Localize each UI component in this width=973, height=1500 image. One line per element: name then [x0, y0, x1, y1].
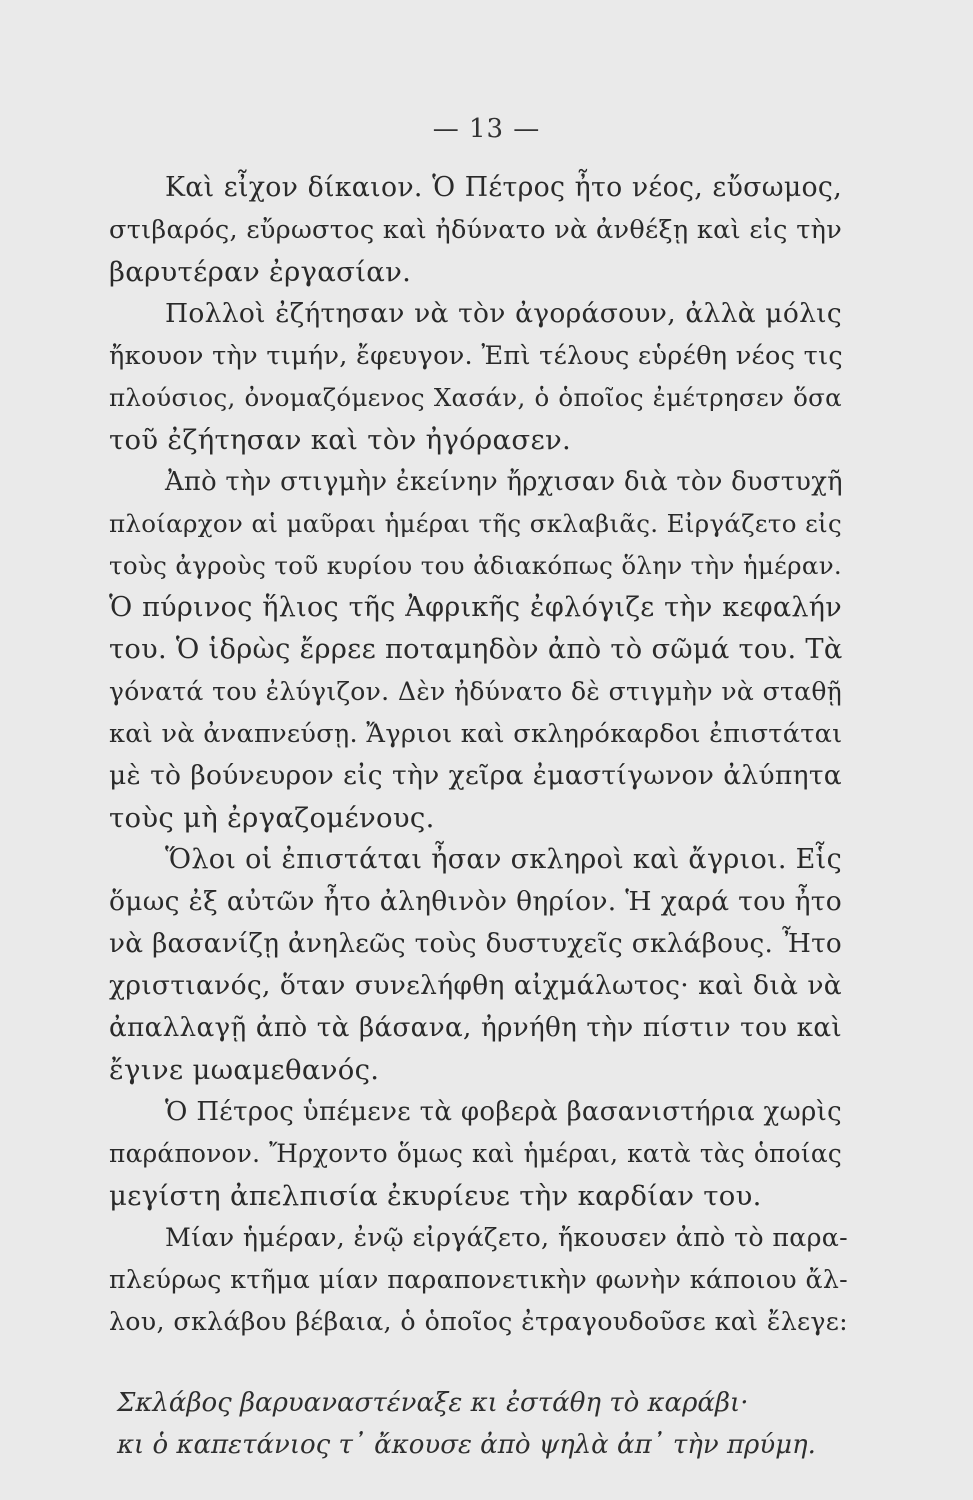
verse-line: κι ὁ καπετάνιος τ᾽ ἄκουσε ἀπὸ ψηλὰ ἀπ᾽ τὴν πρύμη.: [117, 1430, 816, 1460]
text-line: στιβαρός, εὔρωστος καὶ ἠδύνατο νὰ ἀνθέξῃ καὶ εἰς τὴν: [109, 215, 842, 245]
text-line: πλοίαρχον αἱ μαῦραι ἡμέραι τῆς σκλαβιᾶς. Εἰργάζετο εἰς: [109, 509, 842, 538]
text-line: λου, σκλάβου βέβαια, ὁ ὁποῖος ἐτραγουδοῦσε καὶ ἔλεγε:: [109, 1307, 848, 1336]
text-line: καὶ νὰ ἀναπνεύσῃ. Ἄγριοι καὶ σκληρόκαρδοι ἐπιστάται: [109, 719, 843, 749]
text-line: Ὁ πύρινος ἥλιος τῆς Ἀφρικῆς ἐφλόγιζε τὴν κεφαλήν: [109, 592, 842, 623]
text-line: γόνατά του ἐλύγιζον. Δὲν ἠδύνατο δὲ στιγμὴν νὰ σταθῇ: [109, 677, 842, 706]
text-line: Μίαν ἡμέραν, ἐνῷ εἰργάζετο, ἤκουσεν ἀπὸ τὸ παρα-: [165, 1223, 848, 1252]
text-line: χριστιανός, ὅταν συνελήφθη αἰχμάλωτος· καὶ διὰ νὰ: [109, 970, 842, 1001]
text-line: του. Ὁ ἱδρὼς ἔρρεε ποταμηδὸν ἀπὸ τὸ σῶμά του. Τὰ: [109, 634, 843, 665]
page-number: — 13 —: [432, 114, 541, 144]
text-line: μεγίστη ἀπελπισία ἐκυρίευε τὴν καρδίαν του.: [109, 1180, 762, 1212]
text-line: Ὁ Πέτρος ὑπέμενε τὰ φοβερὰ βασανιστήρια χωρὶς: [165, 1097, 842, 1127]
text-line: ἔγινε μωαμεθανός.: [109, 1054, 380, 1086]
text-line: Ἀπὸ τὴν στιγμὴν ἐκείνην ἤρχισαν διὰ τὸν δυστυχῆ: [165, 467, 843, 497]
text-line: μὲ τὸ βούνευρον εἰς τὴν χεῖρα ἐμαστίγωνον ἀλύπητα: [109, 760, 842, 791]
text-line: ἀπαλλαγῇ ἀπὸ τὰ βάσανα, ἠρνήθη τὴν πίστιν του καὶ: [109, 1013, 842, 1043]
text-line: ἤκουον τὴν τιμήν, ἔφευγον. Ἐπὶ τέλους εὑρέθη νέος τις: [109, 341, 843, 371]
text-line: Ὅλοι οἱ ἐπιστάται ἦσαν σκληροὶ καὶ ἄγριοι. Εἷς: [165, 844, 842, 875]
verse-line: Σκλάβος βαρυαναστέναξε κι ἐστάθη τὸ καράβι·: [117, 1388, 749, 1418]
text-line: Πολλοὶ ἐζήτησαν νὰ τὸν ἀγοράσουν, ἀλλὰ μόλις: [165, 298, 842, 329]
text-line: παράπονον. Ἤρχοντο ὅμως καὶ ἡμέραι, κατὰ τὰς ὁποίας: [109, 1139, 842, 1168]
text-line: βαρυτέραν ἐργασίαν.: [109, 256, 412, 288]
text-line: Καὶ εἶχον δίκαιον. Ὁ Πέτρος ἦτο νέος, εὔσωμος,: [165, 172, 842, 203]
text-line: πλεύρως κτῆμα μίαν παραπονετικὴν φωνὴν κάποιου ἄλ-: [109, 1265, 848, 1294]
text-line: ὅμως ἐξ αὐτῶν ἦτο ἀληθινὸν θηρίον. Ἡ χαρά του ἦτο: [109, 886, 842, 917]
text-line: νὰ βασανίζῃ ἀνηλεῶς τοὺς δυστυχεῖς σκλάβους. Ἦτο: [109, 929, 842, 959]
text-line: τοὺς μὴ ἐργαζομένους.: [109, 802, 435, 834]
text-line: τοὺς ἀγροὺς τοῦ κυρίου του ἀδιακόπως ὅλην τὴν ἡμέραν.: [109, 551, 842, 580]
text-line: πλούσιος, ὀνομαζόμενος Χασάν, ὁ ὁποῖος ἐμέτρησεν ὅσα: [109, 383, 842, 412]
text-line: τοῦ ἐζήτησαν καὶ τὸν ἠγόρασεν.: [109, 424, 572, 456]
